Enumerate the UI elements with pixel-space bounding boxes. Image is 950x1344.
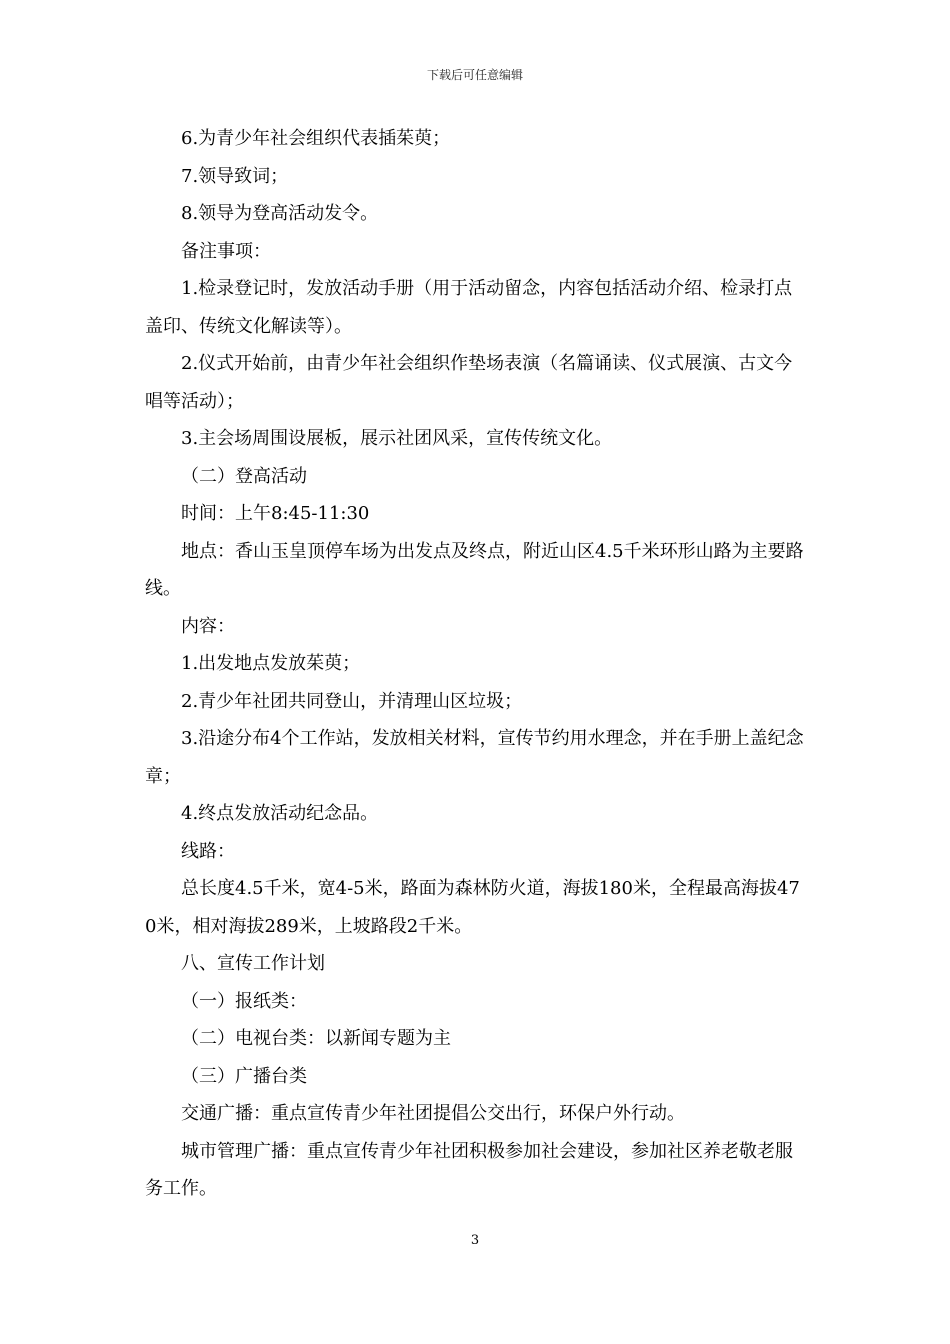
paragraph: 6.为青少年社会组织代表插茱萸； bbox=[181, 128, 451, 149]
paragraph: 3.主会场周围设展板，展示社团风采，宣传传统文化。 bbox=[181, 428, 613, 449]
page-header: 下载后可任意编辑 bbox=[426, 68, 523, 82]
paragraph: 1.检录登记时，发放活动手册（用于活动留念，内容包括活动介绍、检录打点盖印、传统文化解读等）。 bbox=[145, 278, 793, 337]
paragraph: 城市管理广播：重点宣传青少年社团积极参加社会建设，参加社区养老敬老服务工作。 bbox=[145, 1140, 793, 1199]
paragraph: 4.终点发放活动纪念品。 bbox=[181, 803, 379, 824]
page-number: 3 bbox=[470, 1233, 480, 1248]
paragraph: 内容： bbox=[181, 615, 235, 637]
paragraph: 交通广播：重点宣传青少年社团提倡公交出行，环保户外行动。 bbox=[181, 1103, 685, 1124]
subsection-heading: （一）报纸类： bbox=[181, 990, 307, 1012]
paragraph: 2.仪式开始前，由青少年社会组织作垫场表演（名篇诵读、仪式展演、古文今唱等活动）； bbox=[145, 353, 793, 412]
paragraph: 总长度4.5千米，宽4-5米，路面为森林防火道，海拔180米，全程最高海拔470米，相对海拔289米，上坡路段2千米。 bbox=[145, 878, 800, 937]
paragraph: 3.沿途分布4个工作站，发放相关材料，宣传节约用水理念，并在手册上盖纪念章； bbox=[145, 728, 804, 787]
subsection-heading: （二）电视台类：以新闻专题为主 bbox=[181, 1028, 451, 1049]
paragraph: 8.领导为登高活动发令。 bbox=[181, 203, 379, 224]
paragraph: 2.青少年社团共同登山，并清理山区垃圾； bbox=[181, 690, 523, 712]
subsection-heading: （三）广播台类 bbox=[181, 1065, 307, 1087]
paragraph: 备注事项： bbox=[181, 240, 271, 262]
paragraph: 1.出发地点发放茱萸； bbox=[181, 653, 361, 674]
document-body bbox=[145, 120, 807, 1208]
paragraph: 7.领导致词； bbox=[181, 165, 289, 187]
section-heading: （二）登高活动 bbox=[181, 465, 307, 487]
paragraph: 地点：香山玉皇顶停车场为出发点及终点，附近山区4.5千米环形山路为主要路线。 bbox=[145, 540, 804, 599]
section-heading: 八、宣传工作计划 bbox=[181, 953, 325, 974]
paragraph: 线路： bbox=[181, 840, 235, 862]
paragraph: 时间：上午8:45-11:30 bbox=[181, 503, 370, 524]
